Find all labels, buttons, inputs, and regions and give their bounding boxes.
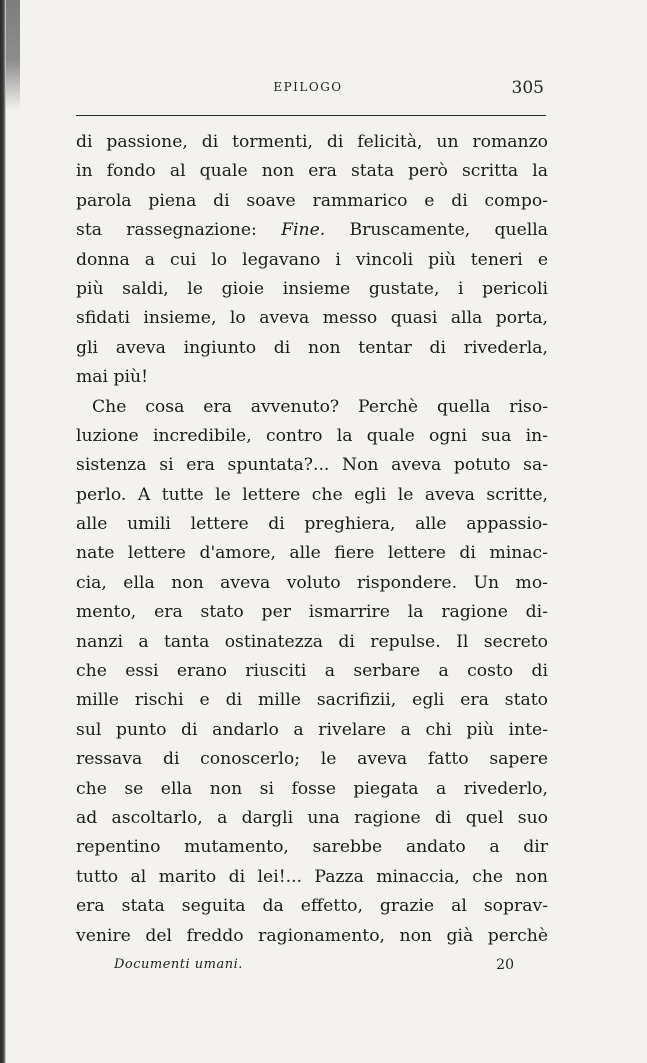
text-line: mai più! [76,367,148,388]
text-line: sfidati insieme, lo aveva messo quasi alla porta, [76,308,548,329]
text-line: repentino mutamento, sarebbe andato a dir [76,837,548,858]
text-line: donna a cui lo legavano i vincoli più teneri e [76,249,548,270]
text-line: sistenza si era spuntata?... Non aveva potuto sa- [76,455,548,476]
signature-number: 20 [496,957,514,973]
text-line: parola piena di soave rammarico e di compo- [76,190,548,211]
text-line-end: Bruscamente, quella [349,220,548,241]
page-header [70,80,546,104]
text-line: che se ella non si fosse piegata a rivederlo, [76,778,548,799]
text-line: più saldi, le gioie insieme gustate, i pericoli [76,278,548,299]
text-line: era stata seguita da effetto, grazie al soprav- [76,896,548,917]
binding-shadow [6,0,20,110]
page-number: 305 [511,78,544,98]
running-head: EPILOGO [273,80,343,94]
text-line: nanzi a tanta ostinatezza di repulse. Il secreto [76,631,548,652]
text-line: gli aveva ingiunto di non tentar di rivederla, [76,337,548,358]
text-line-start: sta rassegnazione: [76,220,257,241]
text-line: luzione incredibile, contro la quale ogni sua in- [76,425,548,446]
text-line: in fondo al quale non era stata però scritta la [76,161,548,182]
text-line: alle umili lettere di preghiera, alle appassio- [76,514,548,535]
text-line: ad ascoltarlo, a dargli una ragione di quel suo [76,807,548,828]
body-text [76,128,548,951]
text-line: tutto al marito di lei!... Pazza minaccia, che non [76,866,548,887]
binding-edge [0,0,6,1063]
signature-title: Documenti umani. [114,957,243,972]
text-line: mento, era stato per ismarrire la ragione di- [76,602,548,623]
header-rule [76,115,546,116]
text-line: che essi erano riusciti a serbare a costo di [76,661,548,682]
text-line [76,216,548,245]
text-line: cia, ella non aveva voluto rispondere. Un mo- [76,572,548,593]
text-line: perlo. A tutte le lettere che egli le aveva scritte, [76,484,548,505]
text-line: Che cosa era avvenuto? Perchè quella riso- [92,396,548,417]
italic-word: Fine. [281,220,326,241]
text-line: nate lettere d'amore, alle fiere lettere di minac- [76,543,548,564]
text-line: sul punto di andarlo a rivelare a chi più inte- [76,719,548,740]
text-line: venire del freddo ragionamento, non già perchè [76,925,548,946]
text-line: mille rischi e di mille sacrifizii, egli era stato [76,690,548,711]
text-line: ressava di conoscerlo; le aveva fatto sapere [76,749,548,770]
page-footer [114,957,514,981]
text-line: di passione, di tormenti, di felicità, un romanzo [76,132,548,152]
